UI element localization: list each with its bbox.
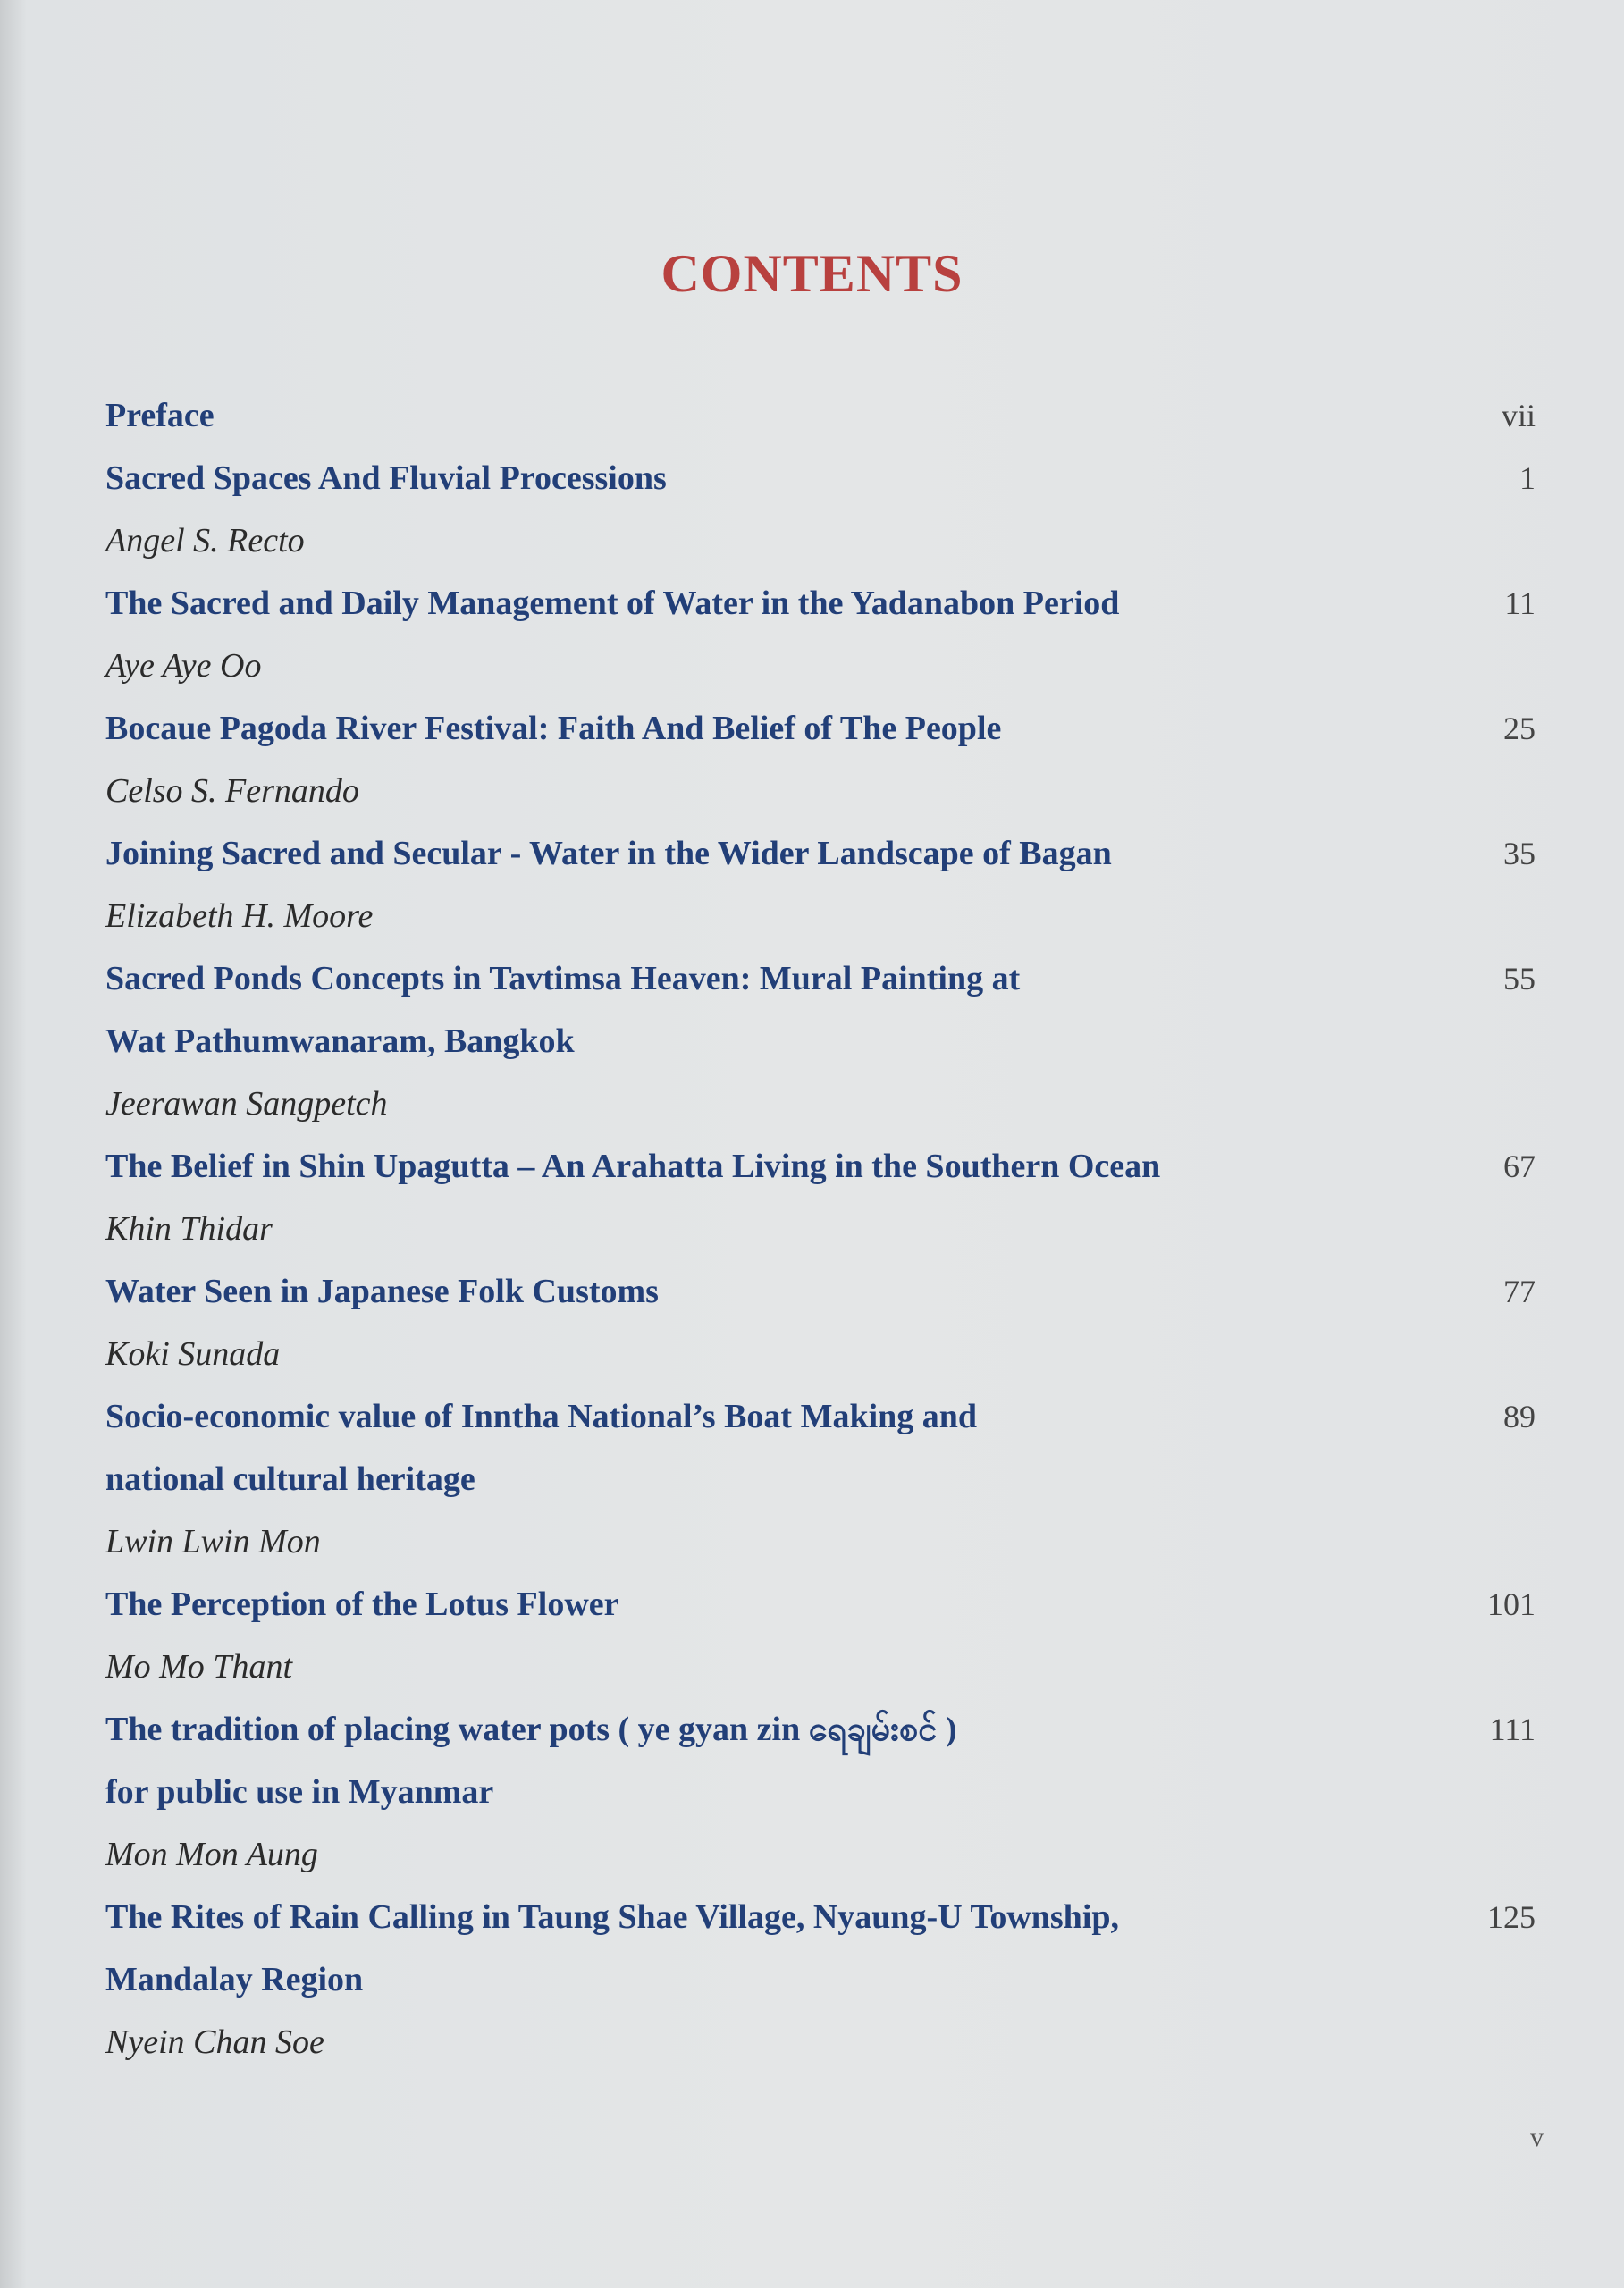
entry-title: Water Seen in Japanese Folk Customs [105, 1273, 659, 1310]
toc-entry [105, 447, 1536, 572]
entry-title: Sacred Ponds Concepts in Tavtimsa Heaven: Mural Painting at [105, 960, 1021, 997]
page-folio: v [1530, 2123, 1544, 2152]
entry-title: The Belief in Shin Upagutta – An Arahatta Living in the Southern Ocean [105, 1148, 1161, 1185]
entry-title: The Perception of the Lotus Flower [105, 1586, 619, 1623]
toc-entry [105, 572, 1536, 697]
entry-author: Mo Mo Thant [105, 1648, 292, 1686]
entry-page-number: 35 [1503, 836, 1536, 871]
toc-entry-preface [105, 384, 1536, 447]
toc-entry [105, 1135, 1536, 1260]
entry-page-number: 25 [1503, 711, 1536, 746]
entry-page-number: 89 [1503, 1399, 1536, 1434]
entry-author: Koki Sunada [105, 1335, 281, 1373]
contents-heading: CONTENTS [661, 244, 963, 303]
entry-title: Bocaue Pagoda River Festival: Faith And Belief of The People [105, 710, 1002, 747]
toc-entry [105, 1260, 1536, 1385]
entry-author: Nyein Chan Soe [105, 2023, 324, 2061]
toc-entry [105, 822, 1536, 947]
entry-title: Socio-economic value of Inntha National’s Boat Making and [105, 1398, 978, 1435]
entry-title-continued: Wat Pathumwanaram, Bangkok [105, 1022, 575, 1060]
entry-page-number: 101 [1487, 1586, 1536, 1622]
toc-entry [105, 1698, 1536, 1886]
entry-title-continued: for public use in Myanmar [105, 1773, 494, 1811]
entry-title: The Rites of Rain Calling in Taung Shae Village, Nyaung-U Township, [105, 1898, 1120, 1936]
entry-author: Elizabeth H. Moore [105, 897, 374, 935]
entry-author: Khin Thidar [105, 1210, 273, 1248]
entry-page-number: vii [1501, 398, 1536, 433]
entry-page-number: 67 [1503, 1148, 1536, 1184]
entry-title: Preface [105, 397, 215, 434]
entry-author: Aye Aye Oo [105, 647, 262, 685]
entry-title: Sacred Spaces And Fluvial Processions [105, 459, 667, 497]
toc-entry [105, 947, 1536, 1135]
entry-title-continued: national cultural heritage [105, 1460, 475, 1498]
toc-entry [105, 1385, 1536, 1573]
entry-title-continued: Mandalay Region [105, 1961, 364, 1998]
entry-author: Angel S. Recto [105, 522, 305, 559]
entry-page-number: 11 [1504, 585, 1536, 621]
entry-page-number: 1 [1519, 460, 1536, 496]
entry-title: The tradition of placing water pots ( ye gyan zin ရေချမ်းစင် ) [105, 1711, 957, 1748]
entry-author: Mon Mon Aung [105, 1836, 318, 1873]
toc-entry [105, 1886, 1536, 2074]
entry-author: Jeerawan Sangpetch [105, 1085, 388, 1123]
entry-author: Celso S. Fernando [105, 772, 359, 810]
table-of-contents [105, 384, 1536, 2074]
entry-title: The Sacred and Daily Management of Water in the Yadanabon Period [105, 585, 1120, 622]
entry-page-number: 111 [1489, 1712, 1536, 1747]
entry-page-number: 55 [1503, 961, 1536, 997]
entry-page-number: 77 [1503, 1274, 1536, 1309]
toc-entry [105, 697, 1536, 822]
entry-title: Joining Sacred and Secular - Water in the Wider Landscape of Bagan [105, 835, 1112, 872]
toc-entry [105, 1573, 1536, 1698]
entry-page-number: 125 [1487, 1899, 1536, 1935]
entry-author: Lwin Lwin Mon [105, 1523, 321, 1560]
